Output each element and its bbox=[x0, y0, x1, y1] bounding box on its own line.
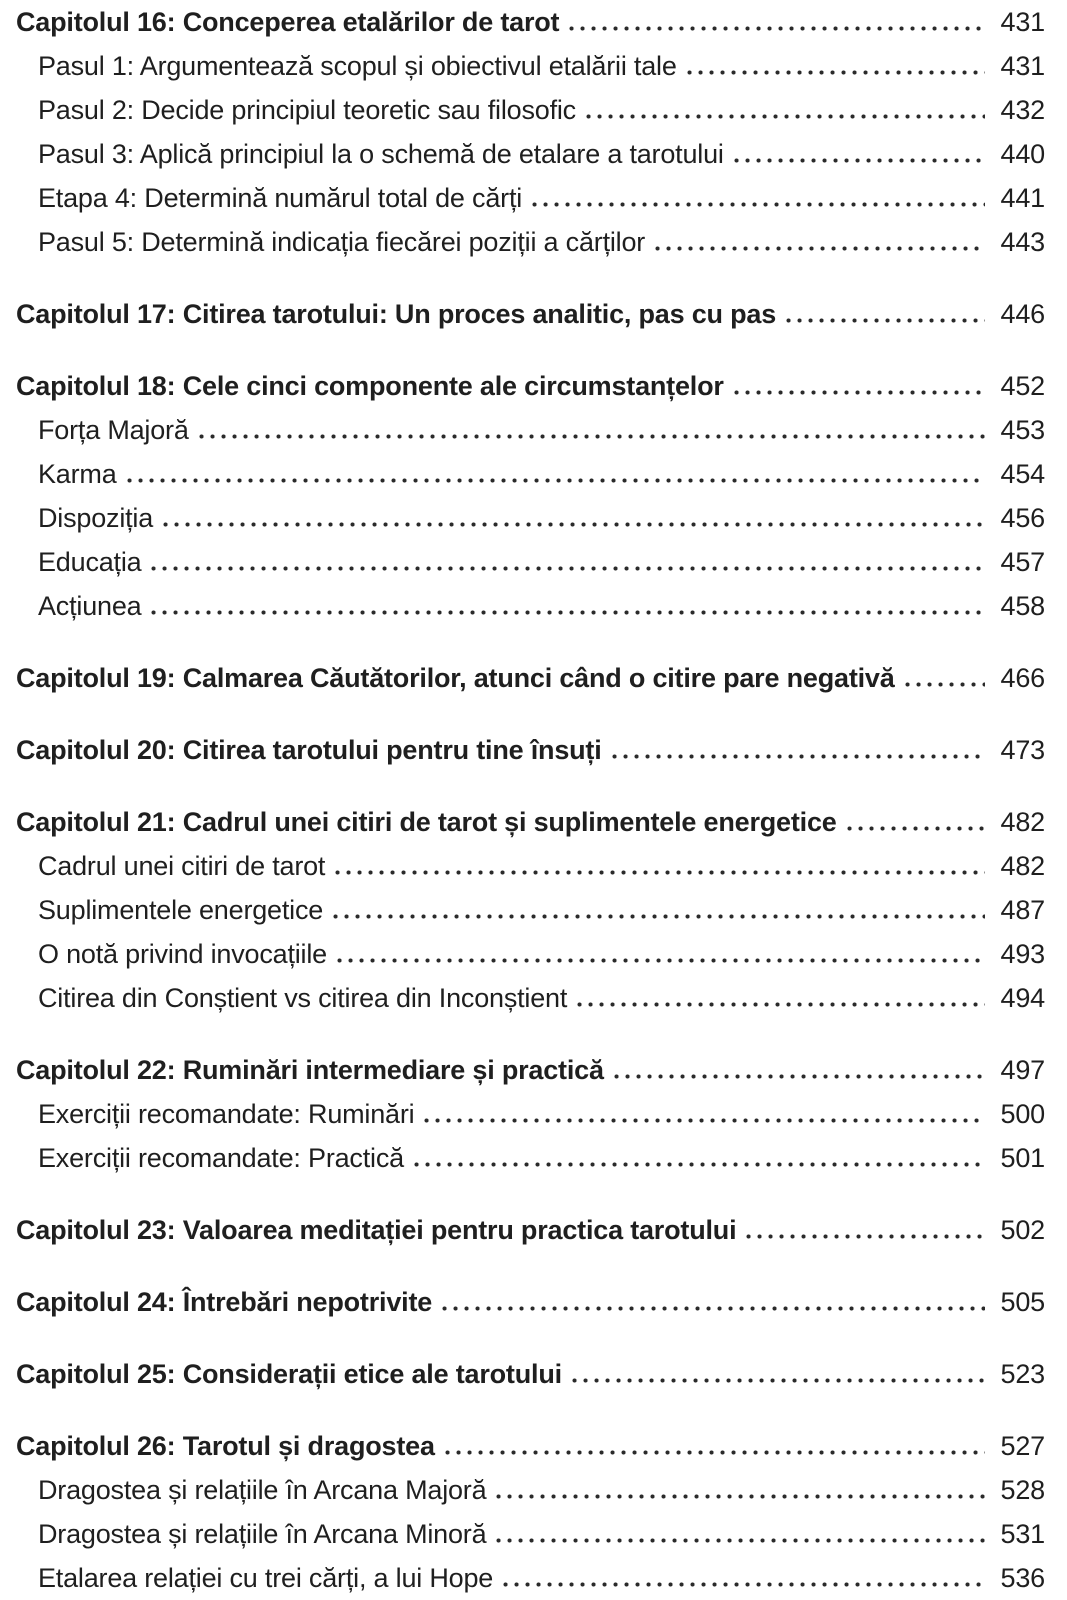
entry-page: 454 bbox=[1000, 459, 1045, 489]
dot-leader bbox=[335, 870, 985, 875]
dot-leader bbox=[496, 1538, 985, 1543]
dot-leader bbox=[734, 390, 985, 395]
entry-page: 528 bbox=[1000, 1475, 1045, 1505]
dot-leader bbox=[503, 1582, 985, 1587]
toc-sub-entry bbox=[38, 44, 1045, 88]
entry-page: 493 bbox=[1000, 939, 1045, 969]
dot-leader bbox=[496, 1494, 985, 1499]
toc-chapter-entry bbox=[16, 728, 1045, 772]
entry-page: 536 bbox=[1000, 1563, 1045, 1593]
toc-section bbox=[16, 1352, 1045, 1396]
entry-page: 458 bbox=[1000, 591, 1045, 621]
entry-page: 487 bbox=[1000, 895, 1045, 925]
entry-title: Capitolul 16: Conceperea etalărilor de tarot bbox=[16, 7, 560, 37]
dot-leader bbox=[746, 1234, 985, 1239]
entry-title: Capitolul 21: Cadrul unei citiri de tarot și suplimentele energetice bbox=[16, 807, 837, 837]
dot-leader bbox=[569, 26, 985, 31]
toc-sub-entry bbox=[38, 1136, 1045, 1180]
toc-chapter-entry bbox=[16, 292, 1045, 336]
toc-sub-entry bbox=[38, 408, 1045, 452]
entry-title: Suplimentele energetice bbox=[38, 895, 324, 925]
dot-leader bbox=[655, 246, 985, 251]
toc-sub-entry bbox=[38, 496, 1045, 540]
dot-leader bbox=[199, 434, 985, 439]
dot-leader bbox=[905, 682, 985, 687]
toc-sub-entry bbox=[38, 888, 1045, 932]
entry-title: Cadrul unei citiri de tarot bbox=[38, 851, 326, 881]
toc-chapter-entry bbox=[16, 364, 1045, 408]
entry-page: 466 bbox=[1000, 663, 1045, 693]
toc-sub-entry bbox=[38, 452, 1045, 496]
toc-section bbox=[16, 656, 1045, 700]
entry-title: Acțiunea bbox=[38, 591, 142, 621]
toc-section bbox=[16, 0, 1045, 264]
entry-page: 456 bbox=[1000, 503, 1045, 533]
entry-page: 432 bbox=[1000, 95, 1045, 125]
entry-title: Exerciții recomandate: Practică bbox=[38, 1143, 404, 1173]
toc-section bbox=[16, 1280, 1045, 1324]
entry-title: Dragostea și relațiile în Arcana Minoră bbox=[38, 1519, 487, 1549]
dot-leader bbox=[612, 754, 985, 759]
toc-sub-entry bbox=[38, 540, 1045, 584]
entry-page: 482 bbox=[1000, 851, 1045, 881]
toc-chapter-entry bbox=[16, 1280, 1045, 1324]
entry-title: Pasul 1: Argumentează scopul și obiectivul etalării tale bbox=[38, 51, 677, 81]
dot-leader bbox=[414, 1162, 985, 1167]
entry-page: 453 bbox=[1000, 415, 1045, 445]
entry-page: 502 bbox=[1000, 1215, 1045, 1245]
dot-leader bbox=[333, 914, 985, 919]
entry-page: 527 bbox=[1000, 1431, 1045, 1461]
dot-leader bbox=[163, 522, 985, 527]
entry-page: 457 bbox=[1000, 547, 1045, 577]
entry-page: 531 bbox=[1000, 1519, 1045, 1549]
toc-chapter-entry bbox=[16, 1048, 1045, 1092]
entry-title: Dispoziția bbox=[38, 503, 154, 533]
dot-leader bbox=[687, 70, 985, 75]
entry-title: Capitolul 23: Valoarea meditației pentru practica tarotului bbox=[16, 1215, 737, 1245]
dot-leader bbox=[151, 566, 985, 571]
entry-title: Pasul 3: Aplică principiul la o schemă de etalare a tarotului bbox=[38, 139, 724, 169]
toc-section bbox=[16, 292, 1045, 336]
entry-title: Exerciții recomandate: Ruminări bbox=[38, 1099, 415, 1129]
toc-sub-entry bbox=[38, 932, 1045, 976]
entry-page: 452 bbox=[1000, 371, 1045, 401]
entry-page: 500 bbox=[1000, 1099, 1045, 1129]
toc-sub-entry bbox=[38, 1512, 1045, 1556]
dot-leader bbox=[532, 202, 985, 207]
dot-leader bbox=[445, 1450, 985, 1455]
entry-title: Capitolul 20: Citirea tarotului pentru tine însuți bbox=[16, 735, 602, 765]
entry-title: Etalarea relației cu trei cărți, a lui Hope bbox=[38, 1563, 494, 1593]
toc-chapter-entry bbox=[16, 1208, 1045, 1252]
toc-sub-entry bbox=[38, 220, 1045, 264]
entry-title: O notă privind invocațiile bbox=[38, 939, 327, 969]
dot-leader bbox=[614, 1074, 985, 1079]
toc-chapter-entry bbox=[16, 0, 1045, 44]
entry-page: 431 bbox=[1000, 51, 1045, 81]
entry-title: Capitolul 18: Cele cinci componente ale circumstanțelor bbox=[16, 371, 724, 401]
dot-leader bbox=[337, 958, 985, 963]
entry-page: 446 bbox=[1000, 299, 1045, 329]
toc-sub-entry bbox=[38, 88, 1045, 132]
entry-page: 523 bbox=[1000, 1359, 1045, 1389]
entry-title: Forța Majoră bbox=[38, 415, 189, 445]
entry-title: Capitolul 26: Tarotul și dragostea bbox=[16, 1431, 435, 1461]
entry-title: Capitolul 17: Citirea tarotului: Un proces analitic, pas cu pas bbox=[16, 299, 777, 329]
dot-leader bbox=[734, 158, 985, 163]
entry-page: 473 bbox=[1000, 735, 1045, 765]
entry-title: Citirea din Conștient vs citirea din Inconștient bbox=[38, 983, 568, 1013]
toc-section bbox=[16, 1208, 1045, 1252]
toc-section bbox=[16, 728, 1045, 772]
entry-title: Etapa 4: Determină numărul total de cărți bbox=[38, 183, 523, 213]
toc-sub-entry bbox=[38, 1468, 1045, 1512]
dot-leader bbox=[442, 1306, 985, 1311]
entry-page: 441 bbox=[1000, 183, 1045, 213]
toc-sub-entry bbox=[38, 844, 1045, 888]
dot-leader bbox=[572, 1378, 985, 1383]
dot-leader bbox=[127, 478, 985, 483]
toc-sub-entry bbox=[38, 1092, 1045, 1136]
dot-leader bbox=[786, 318, 985, 323]
toc-sub-entry bbox=[38, 584, 1045, 628]
entry-page: 440 bbox=[1000, 139, 1045, 169]
dot-leader bbox=[577, 1002, 985, 1007]
toc-sub-entry bbox=[38, 1556, 1045, 1600]
entry-page: 482 bbox=[1000, 807, 1045, 837]
entry-page: 431 bbox=[1000, 7, 1045, 37]
toc-section bbox=[16, 1424, 1045, 1600]
dot-leader bbox=[847, 826, 985, 831]
toc-section bbox=[16, 364, 1045, 628]
entry-page: 443 bbox=[1000, 227, 1045, 257]
toc-chapter-entry bbox=[16, 1352, 1045, 1396]
entry-title: Dragostea și relațiile în Arcana Majoră bbox=[38, 1475, 487, 1505]
entry-page: 505 bbox=[1000, 1287, 1045, 1317]
entry-title: Karma bbox=[38, 459, 117, 489]
toc-sub-entry bbox=[38, 176, 1045, 220]
entry-page: 494 bbox=[1000, 983, 1045, 1013]
dot-leader bbox=[586, 114, 985, 119]
entry-title: Pasul 5: Determină indicația fiecărei poziții a cărților bbox=[38, 227, 646, 257]
dot-leader bbox=[424, 1118, 985, 1123]
entry-title: Pasul 2: Decide principiul teoretic sau filosofic bbox=[38, 95, 576, 125]
entry-title: Capitolul 19: Calmarea Căutătorilor, atunci când o citire pare negativă bbox=[16, 663, 895, 693]
entry-title: Educația bbox=[38, 547, 142, 577]
dot-leader bbox=[151, 610, 985, 615]
toc-section bbox=[16, 800, 1045, 1020]
entry-page: 497 bbox=[1000, 1055, 1045, 1085]
entry-page: 501 bbox=[1000, 1143, 1045, 1173]
toc-sub-entry bbox=[38, 976, 1045, 1020]
entry-title: Capitolul 24: Întrebări nepotrivite bbox=[16, 1287, 433, 1317]
toc-sub-entry bbox=[38, 132, 1045, 176]
toc-chapter-entry bbox=[16, 800, 1045, 844]
toc-chapter-entry bbox=[16, 1424, 1045, 1468]
entry-title: Capitolul 22: Ruminări intermediare și practică bbox=[16, 1055, 604, 1085]
toc-chapter-entry bbox=[16, 656, 1045, 700]
entry-title: Capitolul 25: Considerații etice ale tarotului bbox=[16, 1359, 562, 1389]
toc-section bbox=[16, 1048, 1045, 1180]
